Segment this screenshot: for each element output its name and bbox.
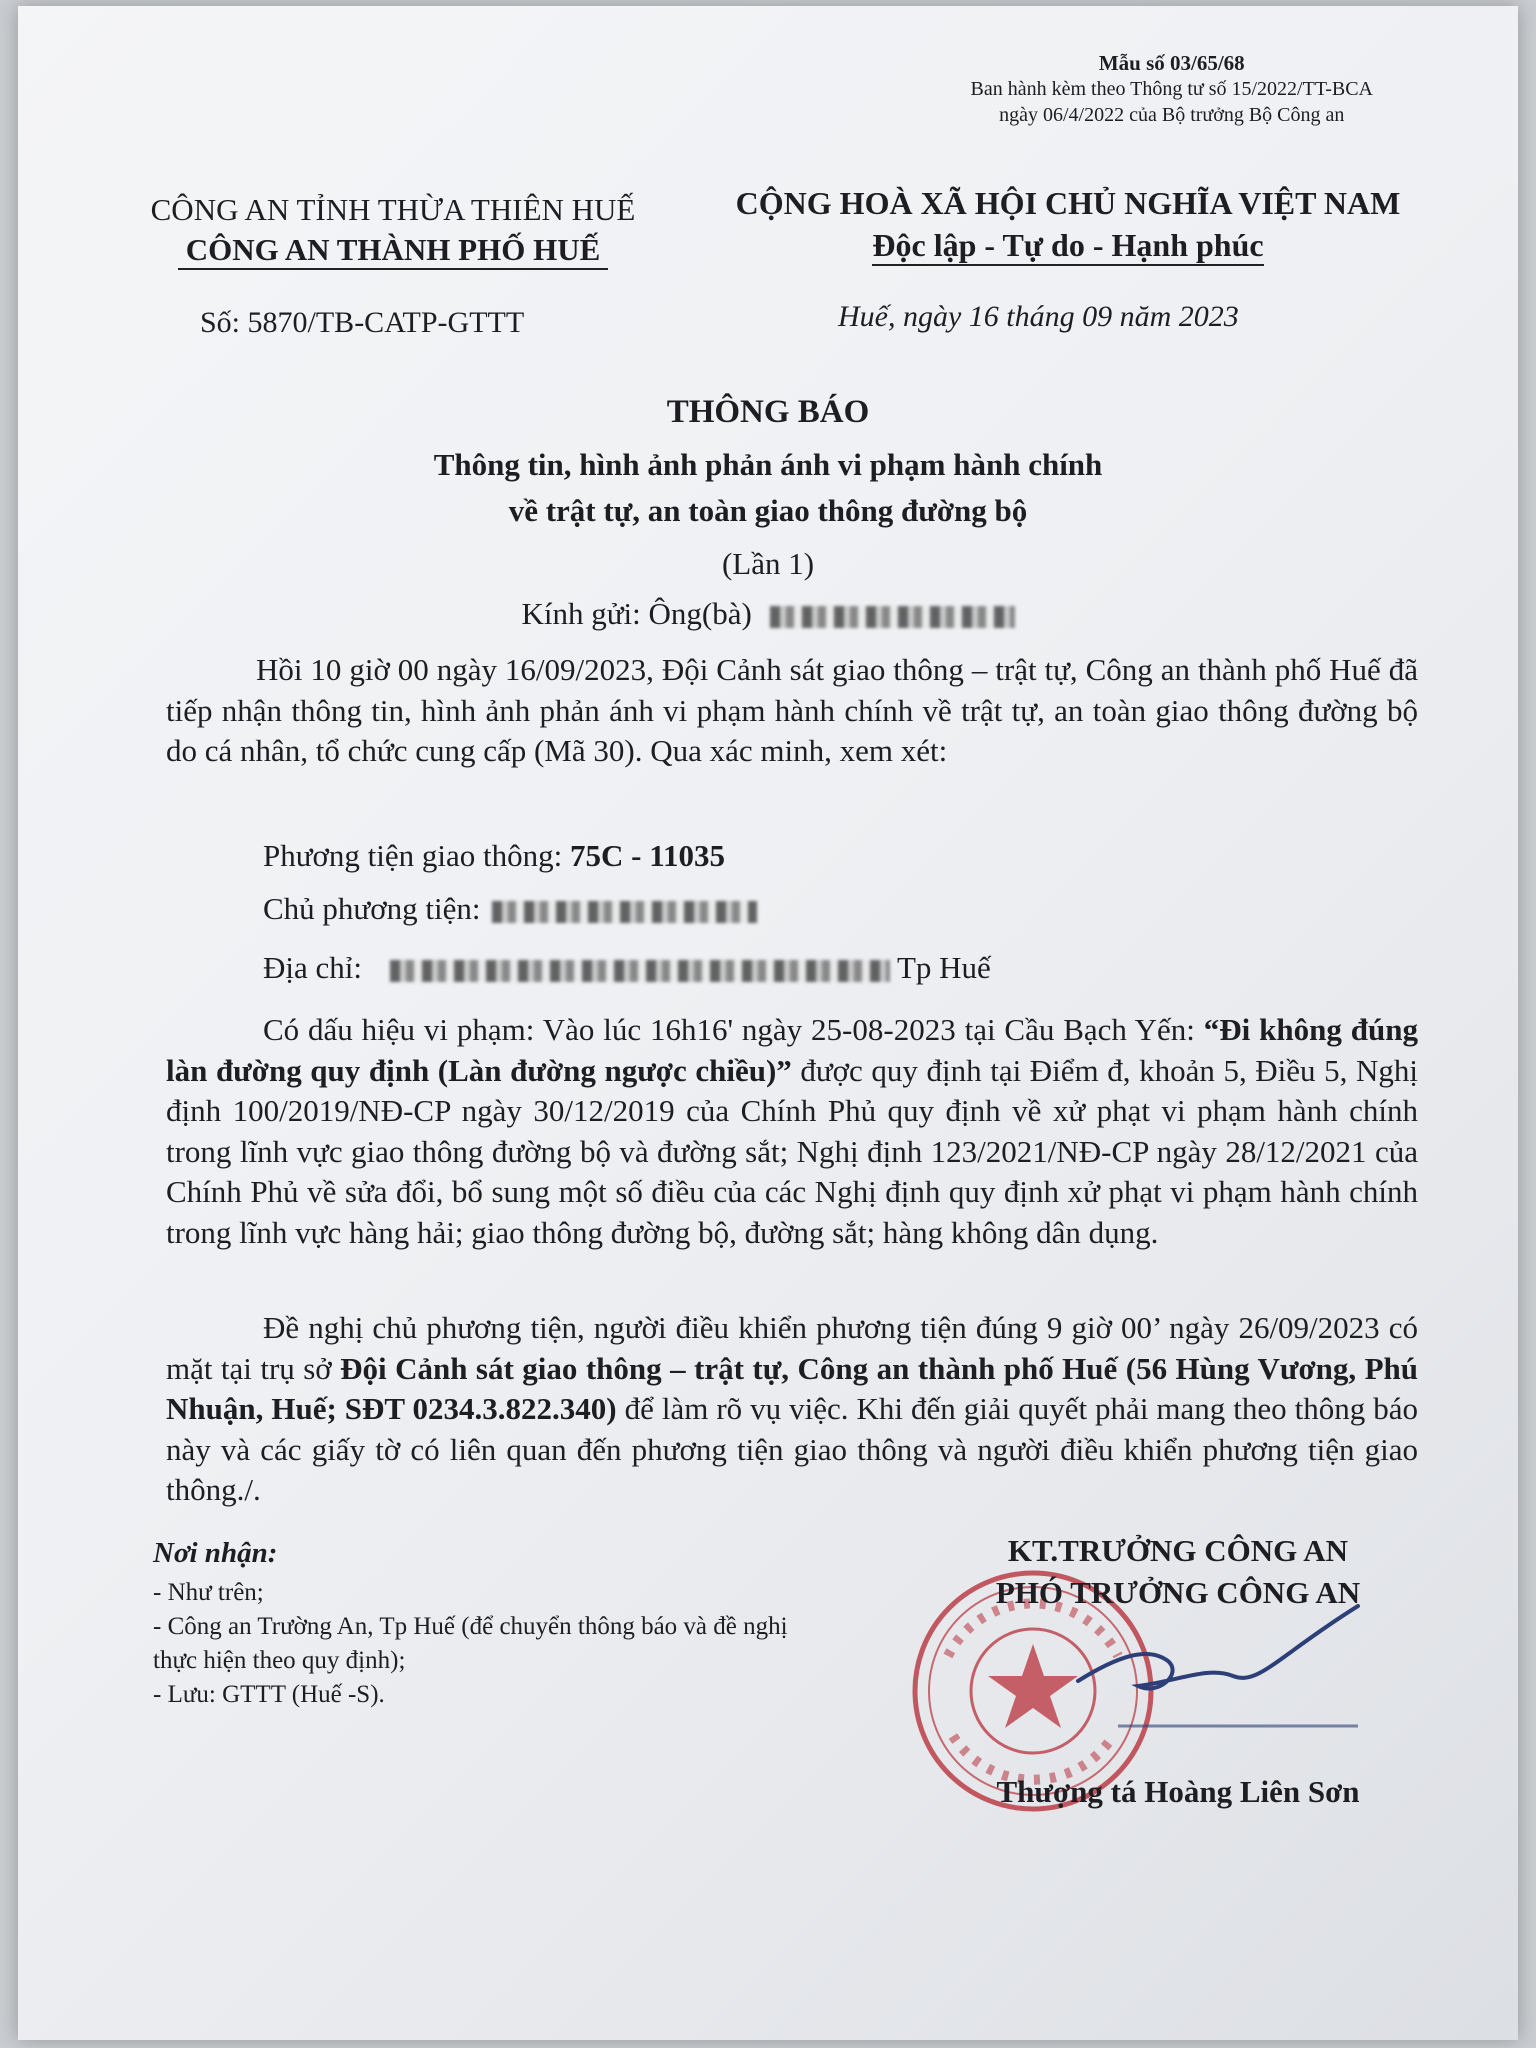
paragraph-violation [166,1010,1418,1253]
document-page [18,6,1518,2040]
form-issued-line2: ngày 06/4/2022 của Bộ trưởng Bộ Công an [999,104,1345,126]
violation-intro: Có dấu hiệu vi phạm: Vào lúc 16h16' ngày 25-08-2023 tại Cầu Bạch Yến: [263,1012,1195,1047]
motto: Độc lập - Tự do - Hạnh phúc [872,226,1263,266]
redacted-address [390,960,890,982]
recipient-line [18,596,1518,632]
recipient-label: Kính gửi: Ông(bà) [521,596,752,631]
subtitle-line1: Thông tin, hình ảnh phản ánh vi phạm hành chính [433,447,1103,482]
agency-parent: CÔNG AN TỈNH THỪA THIÊN HUẾ [150,192,636,227]
summons-location: Đội Cảnh sát giao thông – trật tự, Công an thành phố Huế (56 Hùng Vương, Phú Nhuận, Huế; SĐT 0234.3.822.340) [166,1350,1419,1426]
summons-instructions: để làm rõ vụ việc. Khi đến giải quyết phải mang theo thông báo này và các giấy tờ có liên quan đến phương tiện giao thông và người điều khiển phương tiện giao thông./. [166,1391,1419,1507]
redacted-owner [492,901,757,923]
owner-field [263,891,757,927]
violation-description: “Đi không đúng làn đường quy định (Làn đường ngược chiều)” [166,1012,1418,1088]
subtitle-line2: về trật tự, an toàn giao thông đường bộ [508,493,1028,528]
form-number: Mẫu số 03/65/68 [1098,51,1245,75]
owner-label: Chủ phương tiện: [263,891,481,926]
address-city: Tp Huế [896,950,991,985]
signature-line2: PHÓ TRƯỞNG CÔNG AN [995,1575,1361,1610]
recipient-item: - Lưu: GTTT (Huế -S). [153,1681,385,1708]
address-field [263,950,991,986]
summons-intro: Đề nghị chủ phương tiện, người điều khiển phương tiện đúng 9 giờ 00’ ngày 26/09/2023 có mặt tại trụ sở [166,1310,1418,1386]
document-number: Số: 5870/TB-CATP-GTTT [200,306,525,339]
signer-name: Thượng tá Hoàng Liên Sơn [996,1774,1360,1809]
attempt-number: (Lần 1) [721,546,815,581]
violation-legal-basis: được quy định tại Điểm đ, khoản 5, Điều 5, Nghị định 100/2019/NĐ-CP ngày 30/12/2019 của Chính Phủ quy định về xử phạt vi phạm hành chính trong lĩnh vực giao thông đường bộ và đường sắt; Nghị định 123/2021/NĐ-CP ngày 28/12/2021 của Chính Phủ về sửa đổi, bổ sung một số điều của các Nghị định quy định xử phạt vi phạm hành chính trong lĩnh vực hàng hải; giao thông đường bộ, đường sắt; hàng không dân dụng. [166,1052,1418,1250]
national-motto [698,182,1438,266]
issuing-agency [113,190,673,270]
document-subtitle [18,442,1518,534]
signature-title [918,1530,1438,1614]
form-code-block [971,50,1374,128]
agency-name: CÔNG AN THÀNH PHỐ HUẾ [178,232,609,270]
vehicle-label: Phương tiện giao thông: [263,838,563,873]
recipients-heading: Nơi nhận: [153,1537,278,1569]
document-date: Huế, ngày 16 tháng 09 năm 2023 [838,300,1239,333]
recipients-block [153,1536,813,1712]
redacted-name [770,606,1015,628]
recipient-item: - Như trên; [153,1579,264,1606]
vehicle-plate: 75C - 11035 [570,838,726,873]
recipient-item: - Công an Trường An, Tp Huế (để chuyển thông báo và đề nghị thực hiện theo quy định); [153,1613,788,1674]
document-title: THÔNG BÁO [666,394,870,430]
paragraph-received: Hồi 10 giờ 00 ngày 16/09/2023, Đội Cảnh sát giao thông – trật tự, Công an thành phố Huế đã tiếp nhận thông tin, hình ảnh phản ánh vi phạm hành chính về trật tự, an toàn giao thông đường bộ do cá nhân, tổ chức cung cấp (Mã 30). Qua xác minh, xem xét: [166,652,1418,768]
address-label: Địa chỉ: [263,950,362,985]
form-issued-line1: Ban hành kèm theo Thông tư số 15/2022/TT-BCA [970,78,1373,100]
vehicle-field [263,838,725,874]
country-name: CỘNG HOÀ XÃ HỘI CHỦ NGHĨA VIỆT NAM [735,185,1401,221]
signature-line1: KT.TRƯỞNG CÔNG AN [1007,1533,1349,1568]
paragraph-summons [166,1308,1418,1511]
